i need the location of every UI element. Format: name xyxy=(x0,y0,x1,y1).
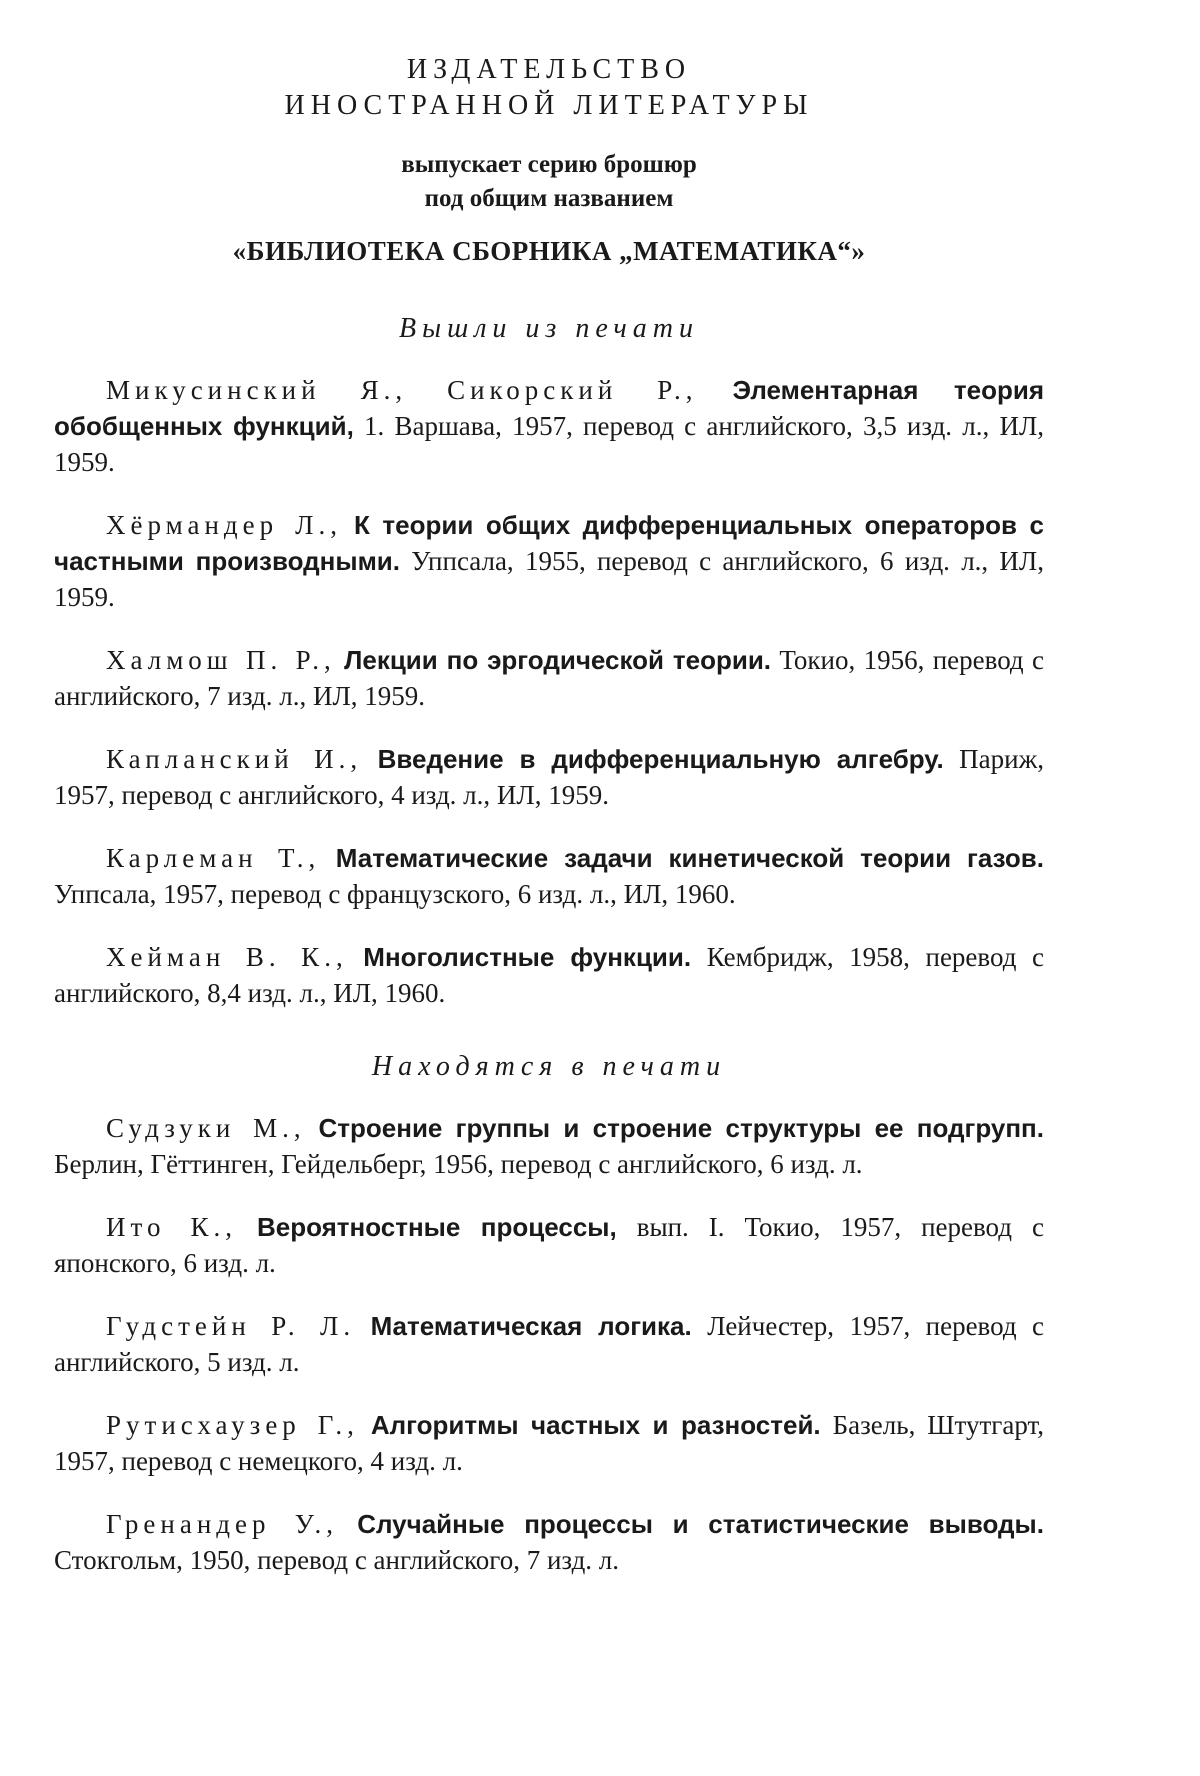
book-entry xyxy=(54,1209,1044,1281)
book-title: Случайные процессы и статистические выводы. xyxy=(357,1509,1044,1539)
book-entry xyxy=(54,642,1044,714)
book-details: Лейчестер, 1957, перевод с английского, 5 изд. л. xyxy=(54,1311,1044,1377)
book-entry xyxy=(54,939,1044,1011)
book-details: Уппсала, 1955, перевод с английского, 6 изд. л., ИЛ, 1959. xyxy=(54,546,1044,612)
book-details: Уппсала, 1957, перевод с французского, 6 изд. л., ИЛ, 1960. xyxy=(54,879,736,909)
book-title: Введение в дифференциальную алгебру. xyxy=(377,744,944,774)
book-title: Строение группы и строение структуры ее подгрупп. xyxy=(318,1113,1044,1143)
book-entry xyxy=(54,1308,1044,1380)
book-entry xyxy=(54,840,1044,912)
book-author: Капланский И., xyxy=(106,744,363,774)
book-author: Рутисхаузер Г., xyxy=(106,1410,359,1440)
book-details: вып. I. Токио, 1957, перевод с японского, 6 изд. л. xyxy=(54,1212,1044,1278)
book-details: Кембридж, 1958, перевод с английского, 8,4 изд. л., ИЛ, 1960. xyxy=(54,942,1044,1008)
book-title: К теории общих дифференциальных операторов с частными производными. xyxy=(54,510,1045,576)
book-author: Микусинский Я., Сикорский Р., xyxy=(106,375,698,405)
catalog-page xyxy=(54,52,1044,1584)
intro-line-1: выпускает серию брошюр xyxy=(401,151,697,178)
book-details: 1. Варшава, 1957, перевод с английского, 3,5 изд. л., ИЛ, 1959. xyxy=(54,411,1045,477)
intro-line-2: под общим названием xyxy=(424,185,674,212)
book-details: Берлин, Гёттинген, Гейдельберг, 1956, перевод с английского, 6 изд. л. xyxy=(54,1149,863,1179)
book-author: Карлеман Т., xyxy=(106,843,321,873)
series-intro xyxy=(54,148,1044,216)
book-author: Гудстейн Р. Л. xyxy=(106,1311,356,1341)
book-title: Математические задачи кинетической теории газов. xyxy=(335,843,1044,873)
book-entry xyxy=(54,507,1044,615)
book-title: Математическая логика. xyxy=(370,1311,692,1341)
book-title: Элементарная теория обобщенных функций, xyxy=(54,375,1045,441)
published-heading: Вышли из печати xyxy=(399,313,699,344)
published-list xyxy=(54,372,1044,1011)
book-entry xyxy=(54,1506,1044,1578)
book-entry xyxy=(54,1110,1044,1182)
book-entry xyxy=(54,1407,1044,1479)
book-entry xyxy=(54,372,1044,480)
book-details: Стокгольм, 1950, перевод с английского, 7 изд. л. xyxy=(54,1545,620,1575)
book-author: Гренандер У., xyxy=(106,1509,338,1539)
book-title: Вероятностные процессы, xyxy=(256,1212,617,1242)
book-author: Халмош П. Р., xyxy=(106,645,336,675)
book-author: Хейман В. К., xyxy=(106,942,348,972)
book-entry xyxy=(54,741,1044,813)
book-title: Алгоритмы частных и разностей. xyxy=(370,1410,821,1440)
book-author: Судзуки М., xyxy=(106,1113,306,1143)
book-details: Базель, Штутгарт, 1957, перевод с немецкого, 4 изд. л. xyxy=(54,1410,1045,1476)
publisher-line-2: ИНОСТРАННОЙ ЛИТЕРАТУРЫ xyxy=(284,90,814,121)
book-title: Лекции по эргодической теории. xyxy=(344,645,772,675)
book-author: Ито К., xyxy=(106,1212,237,1242)
series-name: «БИБЛИОТЕКА СБОРНИКА „МАТЕМАТИКА“» xyxy=(232,236,866,266)
book-author: Хёрмандер Л., xyxy=(106,510,342,540)
publisher-name xyxy=(54,52,1044,124)
book-title: Многолистные функции. xyxy=(363,942,692,972)
publisher-line-1: ИЗДАТЕЛЬСТВО xyxy=(406,54,692,85)
book-details: Токио, 1956, перевод с английского, 7 изд. л., ИЛ, 1959. xyxy=(54,645,1045,711)
in-press-heading: Находятся в печати xyxy=(371,1051,727,1082)
book-details: Париж, 1957, перевод с английского, 4 изд. л., ИЛ, 1959. xyxy=(54,744,1045,810)
in-press-list xyxy=(54,1110,1044,1578)
